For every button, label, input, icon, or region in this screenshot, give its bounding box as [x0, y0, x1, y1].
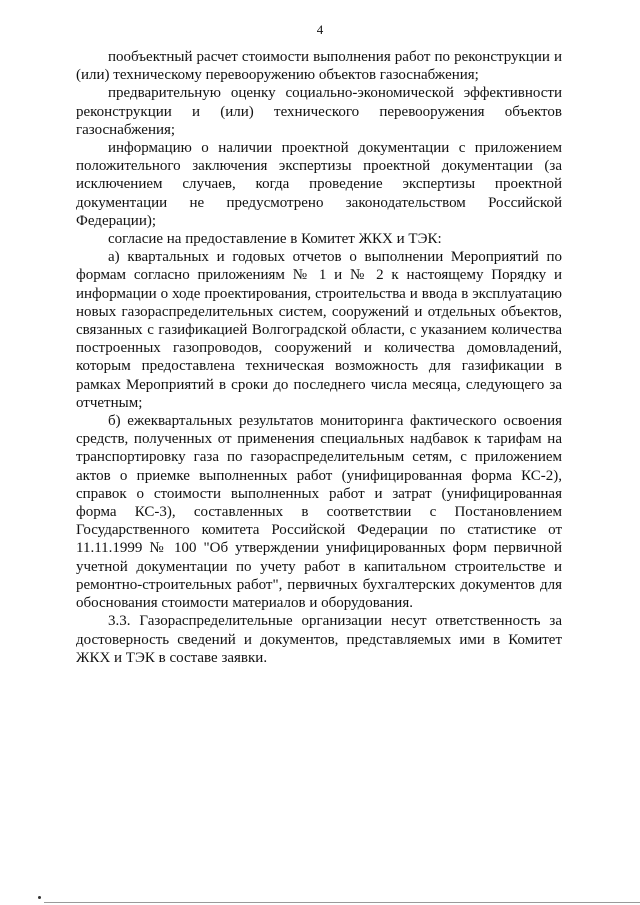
paragraph-efficiency-assessment: предварительную оценку социально-экономической эффективности реконструкции и (или) технического перевооружения объектов газоснабжения; — [76, 85, 562, 138]
paragraph-responsibility: 3.3. Газораспределительные организации несут ответственность за достоверность сведений и документов, представляемых ими в Комитет ЖКХ и ТЭК в составе заявки. — [76, 613, 562, 666]
paragraph-cost-calculation: пообъектный расчет стоимости выполнения работ по реконструкции и (или) техническому перевооружению объектов газоснабжения; — [76, 49, 562, 84]
paragraph-monitoring-results: б) ежеквартальных результатов мониторинга фактического освоения средств, полученных от применения специальных надбавок к тарифам на транспортировку газа по газораспределительным сетям, с приложением актов о приемке выполненных работ (унифицированная форма КС-2), справок о стоимости выполненных работ и затрат (унифицированная форма КС-3), составленных в соответствии с Постановлением Государственного комитета Российской Федерации по статистике от 11.11.1999 № 100 "Об утверждении унифицированных форм первичной учетной документации по учету работ в капитальном строительстве и ремонтно-строительных работ", первичных бухгалтерских документов для обоснования стоимости материалов и оборудования. — [76, 413, 562, 612]
scan-dot — [38, 896, 41, 899]
paragraph-quarterly-reports: а) квартальных и годовых отчетов о выполнении Мероприятий по формам согласно приложениям № 1 и № 2 к настоящему Порядку и информации о ходе проектирования, строительства и ввода в эксплуатацию новых газораспределительных систем, сооружений и отдельных объектов, связанных с газификацией Волгоградской области, с указанием количества построенных газопроводов, сооружений и количества домовладений, которым предоставлена техническая возможность для газификации в рамках Мероприятий в сроки до последнего числа месяца, следующего за отчетным; — [76, 249, 562, 411]
page-number: 4 — [316, 22, 324, 37]
paragraph-consent: согласие на предоставление в Комитет ЖКХ и ТЭК: — [108, 231, 442, 248]
page-bottom-edge — [44, 902, 640, 903]
document-body — [76, 48, 562, 667]
paragraph-project-documentation: информацию о наличии проектной документации с приложением положительного заключения экспертизы проектной документации (за исключением случаев, когда проведение экспертизы проектной документации не предусмотрено законодательством Российской Федерации); — [76, 140, 562, 229]
